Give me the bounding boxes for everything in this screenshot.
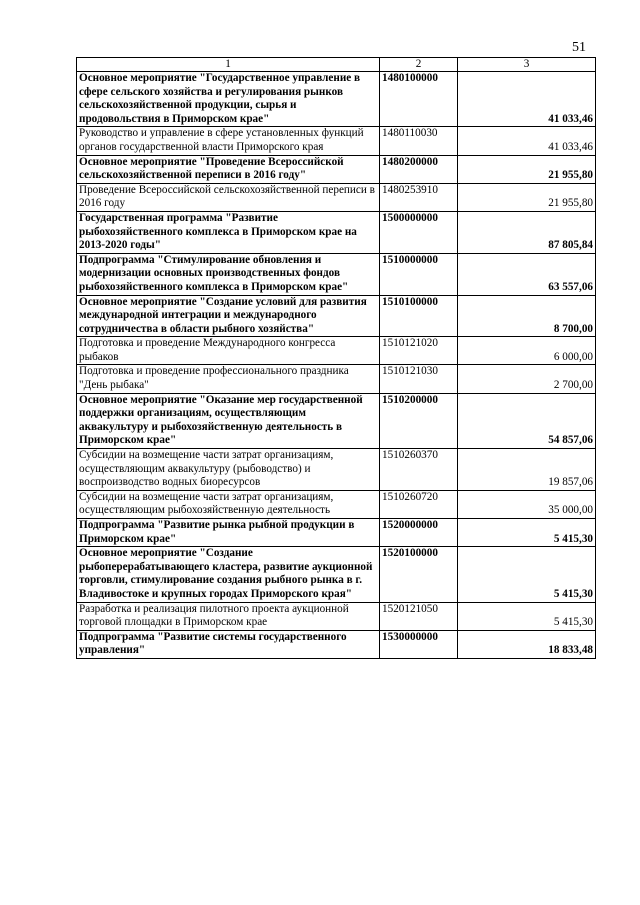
row-amount-cell: 8 700,00 xyxy=(458,295,596,337)
row-name-cell: Разработка и реализация пилотного проекта аукционной торговой площадки в Приморском крае xyxy=(77,602,380,630)
table-row xyxy=(77,365,596,393)
row-name-cell: Основное мероприятие "Оказание мер государственной поддержки организациям, осуществляющим аквакультуру и рыбохозяйственную деятельность в Приморском крае" xyxy=(77,393,380,448)
row-amount-cell: 63 557,06 xyxy=(458,253,596,295)
row-code-cell: 1510200000 xyxy=(380,393,458,448)
budget-table xyxy=(76,57,596,659)
page-number: 51 xyxy=(572,40,586,55)
row-code-cell: 1480110030 xyxy=(380,127,458,155)
row-amount-cell: 35 000,00 xyxy=(458,490,596,518)
table-row xyxy=(77,393,596,448)
row-name-cell: Субсидии на возмещение части затрат организациям, осуществляющим аквакультуру (рыбоводство) и воспроизводство водных биоресурсов xyxy=(77,449,380,491)
row-name-cell: Подпрограмма "Стимулирование обновления и модернизации основных производственных фондов рыбохозяйственного комплекса в Приморском крае" xyxy=(77,253,380,295)
row-amount-cell: 54 857,06 xyxy=(458,393,596,448)
row-amount-cell: 41 033,46 xyxy=(458,72,596,127)
row-amount-cell: 21 955,80 xyxy=(458,155,596,183)
row-code-cell: 1520100000 xyxy=(380,547,458,602)
table-row xyxy=(77,337,596,365)
row-amount-cell: 6 000,00 xyxy=(458,337,596,365)
row-amount-cell: 19 857,06 xyxy=(458,449,596,491)
table-row xyxy=(77,630,596,658)
row-code-cell: 1500000000 xyxy=(380,211,458,253)
row-amount-cell: 5 415,30 xyxy=(458,519,596,547)
row-code-cell: 1510260370 xyxy=(380,449,458,491)
row-amount-cell: 5 415,30 xyxy=(458,547,596,602)
table-row xyxy=(77,127,596,155)
table-row xyxy=(77,211,596,253)
row-code-cell: 1520121050 xyxy=(380,602,458,630)
table-row xyxy=(77,602,596,630)
table-row xyxy=(77,183,596,211)
row-name-cell: Подпрограмма "Развитие системы государственного управления" xyxy=(77,630,380,658)
table-row xyxy=(77,155,596,183)
table-row xyxy=(77,449,596,491)
row-code-cell: 1510121030 xyxy=(380,365,458,393)
row-name-cell: Субсидии на возмещение части затрат организациям, осуществляющим рыбохозяйственную деятельность xyxy=(77,490,380,518)
row-amount-cell: 5 415,30 xyxy=(458,602,596,630)
row-name-cell: Руководство и управление в сфере установленных функций органов государственной власти Приморского края xyxy=(77,127,380,155)
row-amount-cell: 21 955,80 xyxy=(458,183,596,211)
row-name-cell: Государственная программа "Развитие рыбохозяйственного комплекса в Приморском крае на 2013-2020 годы" xyxy=(77,211,380,253)
header-col-3: 3 xyxy=(458,58,596,72)
table-row xyxy=(77,490,596,518)
row-code-cell: 1510100000 xyxy=(380,295,458,337)
table-row xyxy=(77,72,596,127)
row-code-cell: 1480100000 xyxy=(380,72,458,127)
row-code-cell: 1480253910 xyxy=(380,183,458,211)
table-header-row xyxy=(77,58,596,72)
header-col-1: 1 xyxy=(77,58,380,72)
row-code-cell: 1510121020 xyxy=(380,337,458,365)
row-name-cell: Основное мероприятие "Проведение Всероссийской сельскохозяйственной переписи в 2016 году" xyxy=(77,155,380,183)
row-code-cell: 1530000000 xyxy=(380,630,458,658)
row-name-cell: Подготовка и проведение Международного конгресса рыбаков xyxy=(77,337,380,365)
table-row xyxy=(77,519,596,547)
row-amount-cell: 87 805,84 xyxy=(458,211,596,253)
row-amount-cell: 2 700,00 xyxy=(458,365,596,393)
row-code-cell: 1510000000 xyxy=(380,253,458,295)
row-code-cell: 1480200000 xyxy=(380,155,458,183)
row-name-cell: Подготовка и проведение профессионального праздника "День рыбака" xyxy=(77,365,380,393)
table-row xyxy=(77,253,596,295)
row-name-cell: Подпрограмма "Развитие рынка рыбной продукции в Приморском крае" xyxy=(77,519,380,547)
row-name-cell: Основное мероприятие "Создание рыбоперерабатывающего кластера, развитие аукционной торговли, стимулирование создания рыбного рынка в г. Владивостоке и крупных городах Приморского края" xyxy=(77,547,380,602)
row-name-cell: Основное мероприятие "Государственное управление в сфере сельского хозяйства и регулирования рынков сельскохозяйственной продукции, сырья и продовольствия в Приморском крае" xyxy=(77,72,380,127)
table-row xyxy=(77,295,596,337)
table-row xyxy=(77,547,596,602)
row-code-cell: 1510260720 xyxy=(380,490,458,518)
row-name-cell: Проведение Всероссийской сельскохозяйственной переписи в 2016 году xyxy=(77,183,380,211)
row-code-cell: 1520000000 xyxy=(380,519,458,547)
budget-table-body xyxy=(77,58,596,659)
row-amount-cell: 18 833,48 xyxy=(458,630,596,658)
row-name-cell: Основное мероприятие "Создание условий для развития международной интеграции и международного сотрудничества в области рыбного хозяйства" xyxy=(77,295,380,337)
row-amount-cell: 41 033,46 xyxy=(458,127,596,155)
header-col-2: 2 xyxy=(380,58,458,72)
